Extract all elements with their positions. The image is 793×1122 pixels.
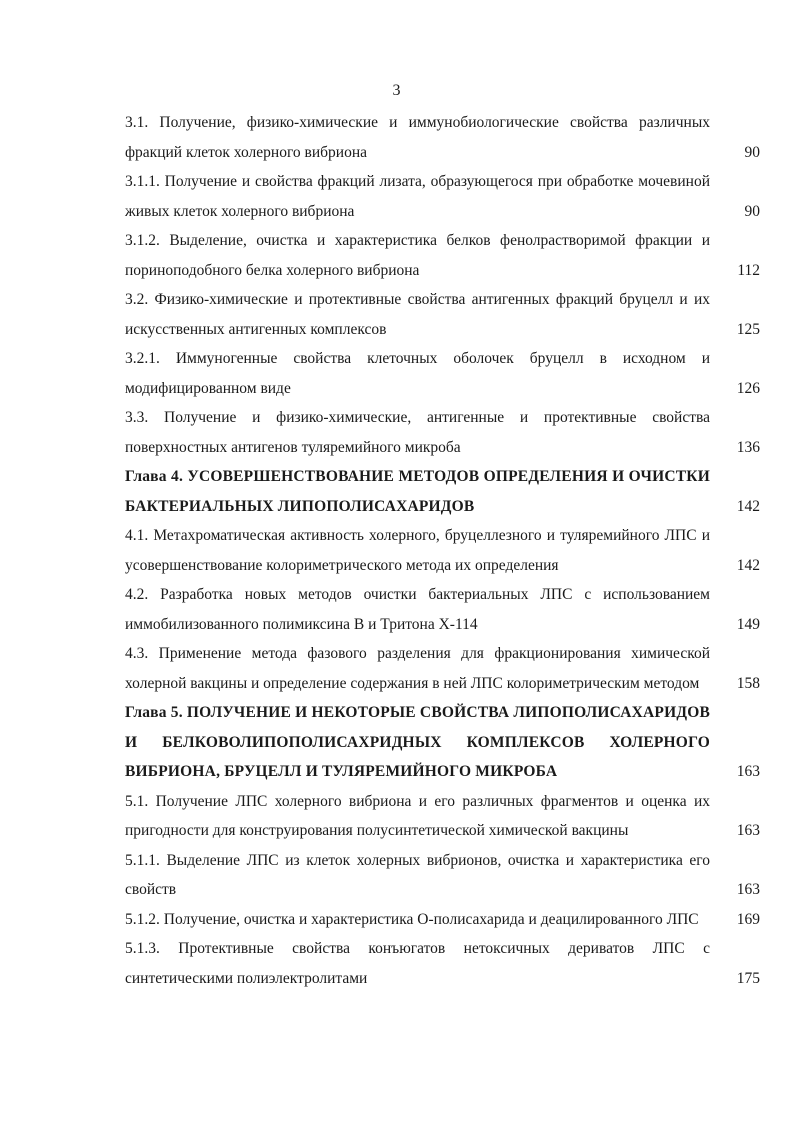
- toc-entry-4-1: [125, 521, 765, 580]
- page-number: 3: [392, 82, 401, 99]
- toc-entry-page: 126: [736, 379, 760, 397]
- toc-entry-page: 112: [737, 261, 760, 279]
- toc-entry-title: 5.1. Получение ЛПС холерного вибриона и его различных фрагментов и оценка их пригодности для конструирования полусинтетической химической вакцины: [125, 792, 710, 839]
- toc-entry-page: 175: [736, 969, 760, 987]
- toc-entry-4-2: [125, 580, 765, 639]
- toc-entry-title: 3.1.1. Получение и свойства фракций лизата, образующегося при обработке мочевиной живых клеток холерного вибриона: [125, 173, 710, 220]
- toc-entry-4-3: [125, 639, 765, 698]
- toc-entry-5-1-1: [125, 846, 765, 905]
- toc-entry-page: 163: [736, 881, 760, 898]
- toc-entry-3-1: [125, 108, 765, 167]
- toc-entry-5-1-3: [125, 934, 765, 993]
- toc-entry-title: 5.1.1. Выделение ЛПС из клеток холерных вибрионов, очистка и характеристика его свойств: [125, 851, 710, 898]
- toc-entry-page: 125: [736, 320, 760, 338]
- toc-entry-page: 163: [736, 763, 760, 780]
- toc-entry-page: 136: [736, 438, 760, 456]
- toc-entry-title: 4.3. Применение метода фазового разделения для фракционирования химической холерной вакцины и определение содержания в ней ЛПС колориметрическим методом: [125, 645, 710, 692]
- toc-entry-page: 142: [736, 556, 760, 574]
- toc-entry-title: 3.2. Физико-химические и протективные свойства антигенных фракций бруцелл и их искусственных антигенных комплексов: [125, 291, 710, 338]
- toc-entry-title: 5.1.3. Протективные свойства конъюгатов нетоксичных дериватов ЛПС с синтетическими полиэлектролитами: [125, 940, 710, 987]
- toc-entry-page: 163: [736, 822, 760, 839]
- toc-chapter-title: Глава 4. УСОВЕРШЕНСТВОВАНИЕ МЕТОДОВ ОПРЕДЕЛЕНИЯ И ОЧИСТКИ БАКТЕРИАЛЬНЫХ ЛИПОПОЛИСАХАРИДОВ: [125, 468, 710, 515]
- toc-entry-3-3: [125, 403, 765, 462]
- toc-entry-3-1-2: [125, 226, 765, 285]
- table-of-contents: [125, 108, 765, 993]
- toc-entry-3-2: [125, 285, 765, 344]
- toc-entry-3-1-1: [125, 167, 765, 226]
- toc-entry-page: 169: [736, 910, 760, 928]
- toc-entry-title: 3.1.2. Выделение, очистка и характеристика белков фенолрастворимой фракции и поринoподобного белка холерного вибриона: [125, 232, 710, 279]
- toc-entry-5-1: [125, 787, 765, 846]
- toc-entry-5-1-2: [125, 905, 765, 935]
- toc-chapter-title: Глава 5. ПОЛУЧЕНИЕ И НЕКОТОРЫЕ СВОЙСТВА ЛИПОПОЛИСАХАРИДОВ И БЕЛКОВОЛИПОПОЛИСАХРИДНЫХ КОМПЛЕКСОВ ХОЛЕРНОГО ВИБРИОНА, БРУЦЕЛЛ И ТУЛЯРЕМИЙНОГО МИКРОБА: [125, 704, 710, 780]
- toc-entry-page: 149: [736, 615, 760, 633]
- toc-entry-title: 3.1. Получение, физико-химические и иммунобиологические свойства различных фракций клеток холерного вибриона: [125, 114, 710, 161]
- toc-entry-page: 90: [744, 143, 760, 161]
- toc-entry-page: 142: [736, 497, 760, 515]
- toc-entry-title: 3.3. Получение и физико-химические, антигенные и протективные свойства поверхностных антигенов туляремийного микроба: [125, 409, 710, 456]
- toc-entry-page: 158: [736, 674, 760, 692]
- toc-entry-3-2-1: [125, 344, 765, 403]
- toc-entry-title: 3.2.1. Иммуногенные свойства клеточных оболочек бруцелл в исходном и модифицированном виде: [125, 350, 710, 397]
- toc-chapter-5: [125, 698, 765, 787]
- toc-entry-page: 90: [744, 202, 760, 220]
- toc-entry-title: 4.1. Метахроматическая активность холерного, бруцеллезного и туляремийного ЛПС и усовершенствование колориметрического метода их определения: [125, 527, 710, 574]
- toc-chapter-4: [125, 462, 765, 521]
- toc-entry-title: 4.2. Разработка новых методов очистки бактериальных ЛПС с использованием иммобилизованного полимиксина В и Тритона Х-114: [125, 586, 710, 633]
- toc-entry-title: 5.1.2. Получение, очистка и характеристика О-полисахарида и деацилированного ЛПС: [125, 910, 699, 928]
